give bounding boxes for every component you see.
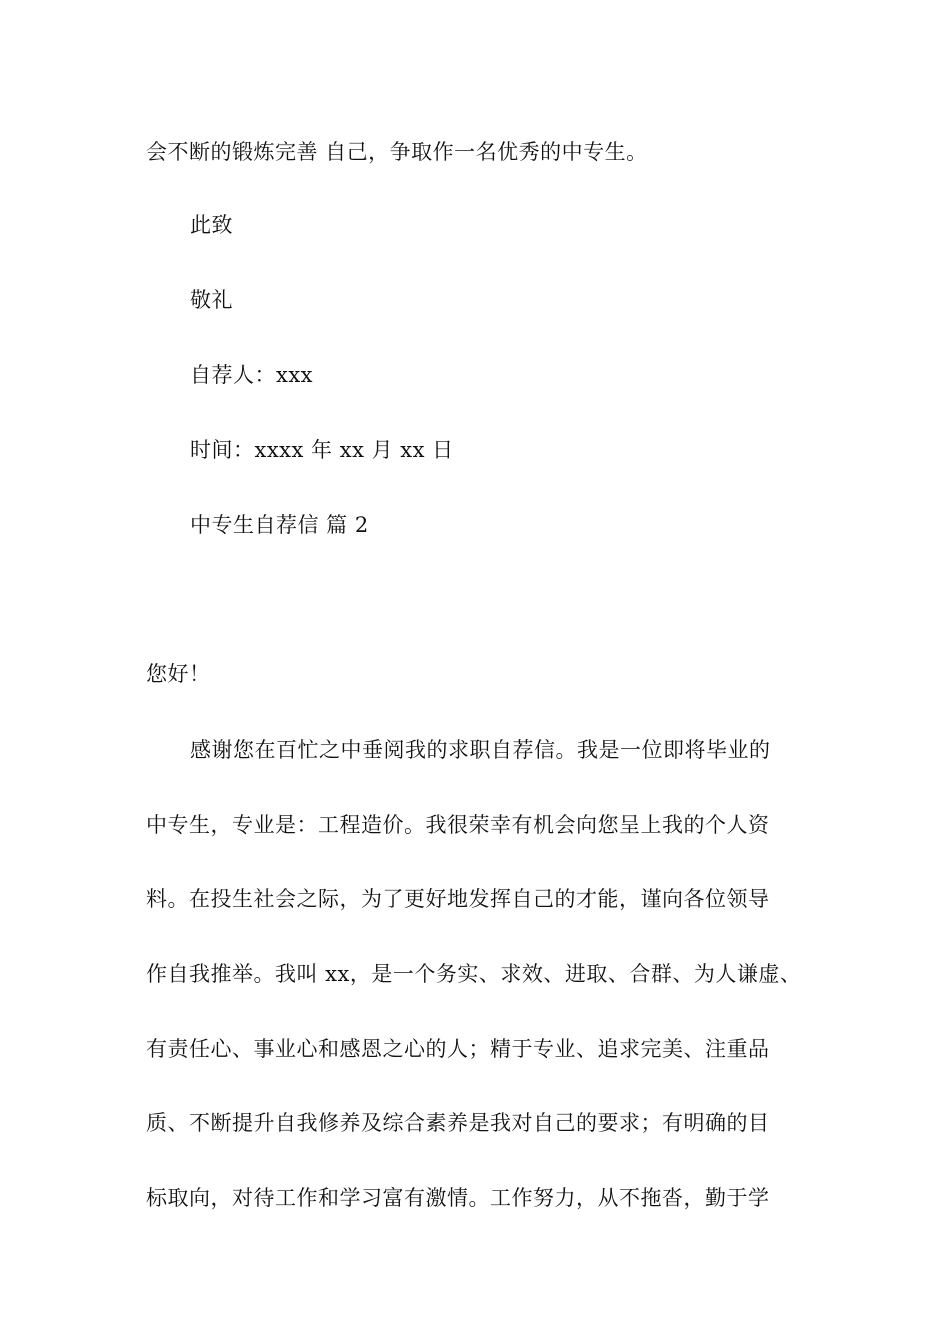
paragraph-line: 会不断的锻炼完善 自己，争取作一名优秀的中专生。 (146, 140, 648, 164)
paragraph-line: 质、不断提升自我修养及综合素养是我对自己的要求；有明确的目 (146, 1111, 770, 1135)
section-heading: 中专生自荐信 篇 2 (190, 513, 369, 537)
paragraph-line: 作自我推举。我叫 xx，是一个务实、求效、进取、合群、为人谦虚、 (146, 962, 802, 986)
signature-line: 自荐人：xxx (190, 363, 314, 387)
paragraph-line: 感谢您在百忙之中垂阅我的求职自荐信。我是一位即将毕业的 (190, 738, 771, 762)
date-line: 时间：xxxx 年 xx 月 xx 日 (190, 438, 454, 462)
greeting: 您好！ (146, 662, 211, 686)
paragraph-line: 标取向，对待工作和学习富有激情。工作努力，从不拖沓，勤于学 (146, 1186, 770, 1210)
closing-regards: 敬礼 (190, 288, 233, 312)
closing-salutation: 此致 (190, 213, 233, 237)
paragraph-line: 有责任心、事业心和感恩之心的人；精于专业、追求完美、注重品 (146, 1037, 770, 1061)
paragraph-line: 中专生，专业是：工程造价。我很荣幸有机会向您呈上我的个人资 (146, 813, 770, 837)
paragraph-line: 料。在投生社会之际，为了更好地发挥自己的才能，谨向各位领导 (146, 887, 770, 911)
